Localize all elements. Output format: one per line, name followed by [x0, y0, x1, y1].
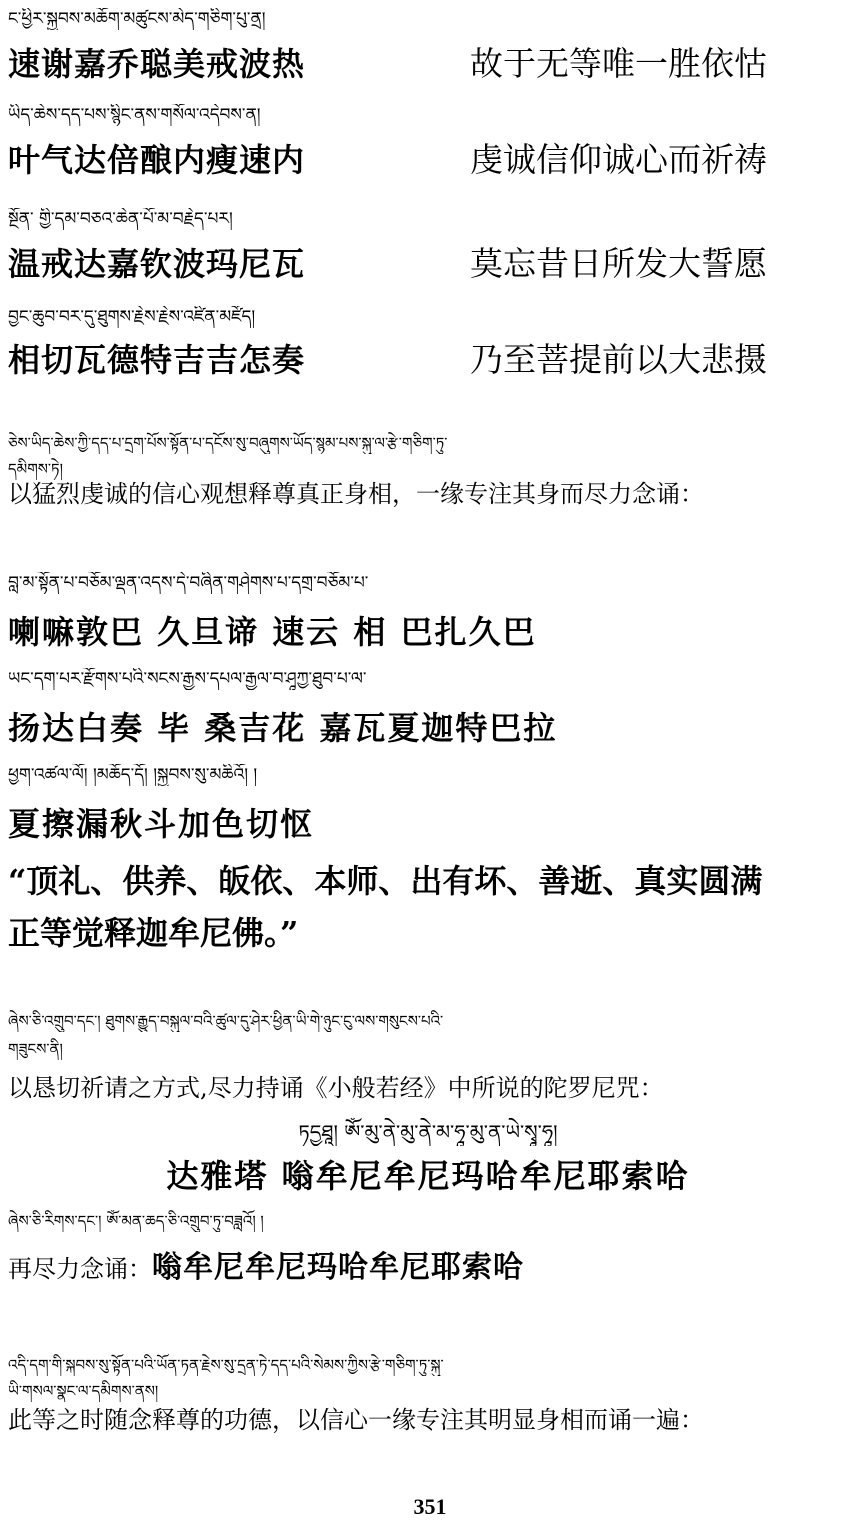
phonetic-verse-line-3: 温戒达嘉钦波玛尼瓦 — [8, 245, 306, 283]
phonetic-verse-line-2: 叶气达倍酿内瘦速内 — [8, 141, 306, 179]
tibetan-dharani: ཏདྱཐཱ། ཨོཾ་མུ་ནེ་མུ་ནེ་མ་ཧཱ་མུ་ན་ཡེ་སྭཱ་ཧཱ། — [298, 1120, 558, 1144]
tibetan-mantra-line-3: ཕྱག་འཚལ་ལོ། །མཆོད་དོ། །སྐྱབས་སུ་མཆིའོ། ། — [8, 765, 258, 785]
tibetan-verse-line-2: ཡིད་ཆེས་དད་པས་སྙིང་ནས་གསོལ་འདེབས་ན། — [8, 105, 261, 125]
tibetan-paragraph-2-line-2: གཟུངས་ནི། — [8, 1040, 63, 1058]
chinese-verse-line-2: 虔诚信仰诚心而祈祷 — [470, 140, 767, 179]
phonetic-mantra-line-2: 扬达白奏 毕 桑吉花 嘉瓦夏迦特巴拉 — [8, 709, 558, 747]
tibetan-mantra-line-2: ཡང་དག་པར་རྫོགས་པའི་སངས་རྒྱས་དཔལ་རྒྱལ་བ་ཤཱཀྱ་ཐུབ་པ་ལ་ — [8, 669, 367, 689]
mantra-translation-line-2: 正等觉释迦牟尼佛。” — [8, 914, 299, 952]
page-number: 351 — [413, 1494, 447, 1519]
tibetan-verse-line-4: བྱང་ཆུབ་བར་དུ་ཐུགས་རྗེས་རྗེས་འཛིན་མཛོད། — [8, 307, 256, 327]
chinese-paragraph-2: 以恳切祈请之方式,尽力持诵《小般若经》中所说的陀罗尼咒： — [8, 1074, 664, 1102]
phonetic-mantra-line-3: 夏擦漏秋斗加色切怄 — [8, 805, 315, 843]
phonetic-short-mantra: 嗡牟尼牟尼玛哈牟尼耶索哈 — [152, 1250, 524, 1285]
mantra-translation-line-1: “顶礼、供养、皈依、本师、出有坏、善逝、真实圆满 — [8, 862, 763, 900]
chinese-verse-line-3: 莫忘昔日所发大誓愿 — [470, 244, 767, 283]
phonetic-mantra-line-1: 喇嘛敦巴 久旦谛 速云 相 巴扎久巴 — [8, 613, 537, 651]
tibetan-paragraph-3: ཞེས་ཅི་རིགས་དང་། ཨོཾ་མན་ཆད་ཅི་འགྲུབ་ཏུ་བཟླའོ། ། — [8, 1212, 264, 1230]
phonetic-verse-line-1: 速谢嘉乔聪美戒波热 — [8, 45, 306, 83]
chinese-paragraph-3 — [8, 1246, 852, 1291]
phonetic-verse-line-4: 相切瓦德特吉吉怎奏 — [8, 341, 306, 379]
tibetan-paragraph-4-line-1: འདི་དག་གི་སྐབས་སུ་སྟོན་པའི་ཡོན་ཏན་རྗེས་སུ་དྲན་ཏེ་དད་པའི་སེམས་ཀྱིས་རྩེ་གཅིག་ཏུ་སྐུ་ — [8, 1356, 444, 1374]
tibetan-verse-line-1: ང་ཕྱིར་སྐྱབས་མཆོག་མཚུངས་མེད་གཅིག་པུ་ནྲ། — [8, 9, 266, 29]
tibetan-paragraph-1-line-1: ཅེས་ཡིད་ཆེས་ཀྱི་དད་པ་དྲག་པོས་སྟོན་པ་དངོས་སུ་བཞུགས་ཡོད་སྙམ་པས་སྐུ་ལ་རྩེ་གཅིག་ཏུ་ — [8, 434, 448, 452]
phonetic-dharani: 达雅塔 嗡牟尼牟尼玛哈牟尼耶索哈 — [166, 1157, 690, 1195]
tibetan-verse-line-3: སྔོན་ གྱི་དམ་བཅའ་ཆེན་པོ་མ་བརྗེད་པར། — [8, 209, 233, 229]
tibetan-paragraph-1-line-2: དམིགས་ཏེ། — [8, 460, 63, 478]
tibetan-paragraph-4-line-2: ཡི་གསལ་སྣང་ལ་དམིགས་ནས། — [8, 1382, 159, 1400]
tibetan-paragraph-2-line-1: ཞེས་ཅི་འགྲུབ་དང་། ཐུགས་རྒྱུད་བསྐུལ་བའི་ཚུལ་དུ་ཤེར་ཕྱིན་ཡི་གེ་ཉུང་ངུ་ལས་གསུངས་པའི་ — [8, 1012, 444, 1030]
chinese-verse-line-1: 故于无等唯一胜依怙 — [470, 44, 767, 83]
chinese-verse-line-4: 乃至菩提前以大悲摄 — [470, 340, 767, 379]
chinese-paragraph-4: 此等之时随念释尊的功德，以信心一缘专注其明显身相而诵一遍： — [8, 1406, 704, 1434]
tibetan-mantra-line-1: བླ་མ་སྟོན་པ་བཅོམ་ལྡན་འདས་དེ་བཞིན་གཤེགས་པ་དགྲ་བཅོམ་པ་ — [8, 573, 369, 593]
chinese-paragraph-3-prefix: 再尽力念诵： — [8, 1255, 152, 1283]
chinese-paragraph-1: 以猛烈虔诚的信心观想释尊真正身相，一缘专注其身而尽力念诵： — [8, 480, 704, 508]
